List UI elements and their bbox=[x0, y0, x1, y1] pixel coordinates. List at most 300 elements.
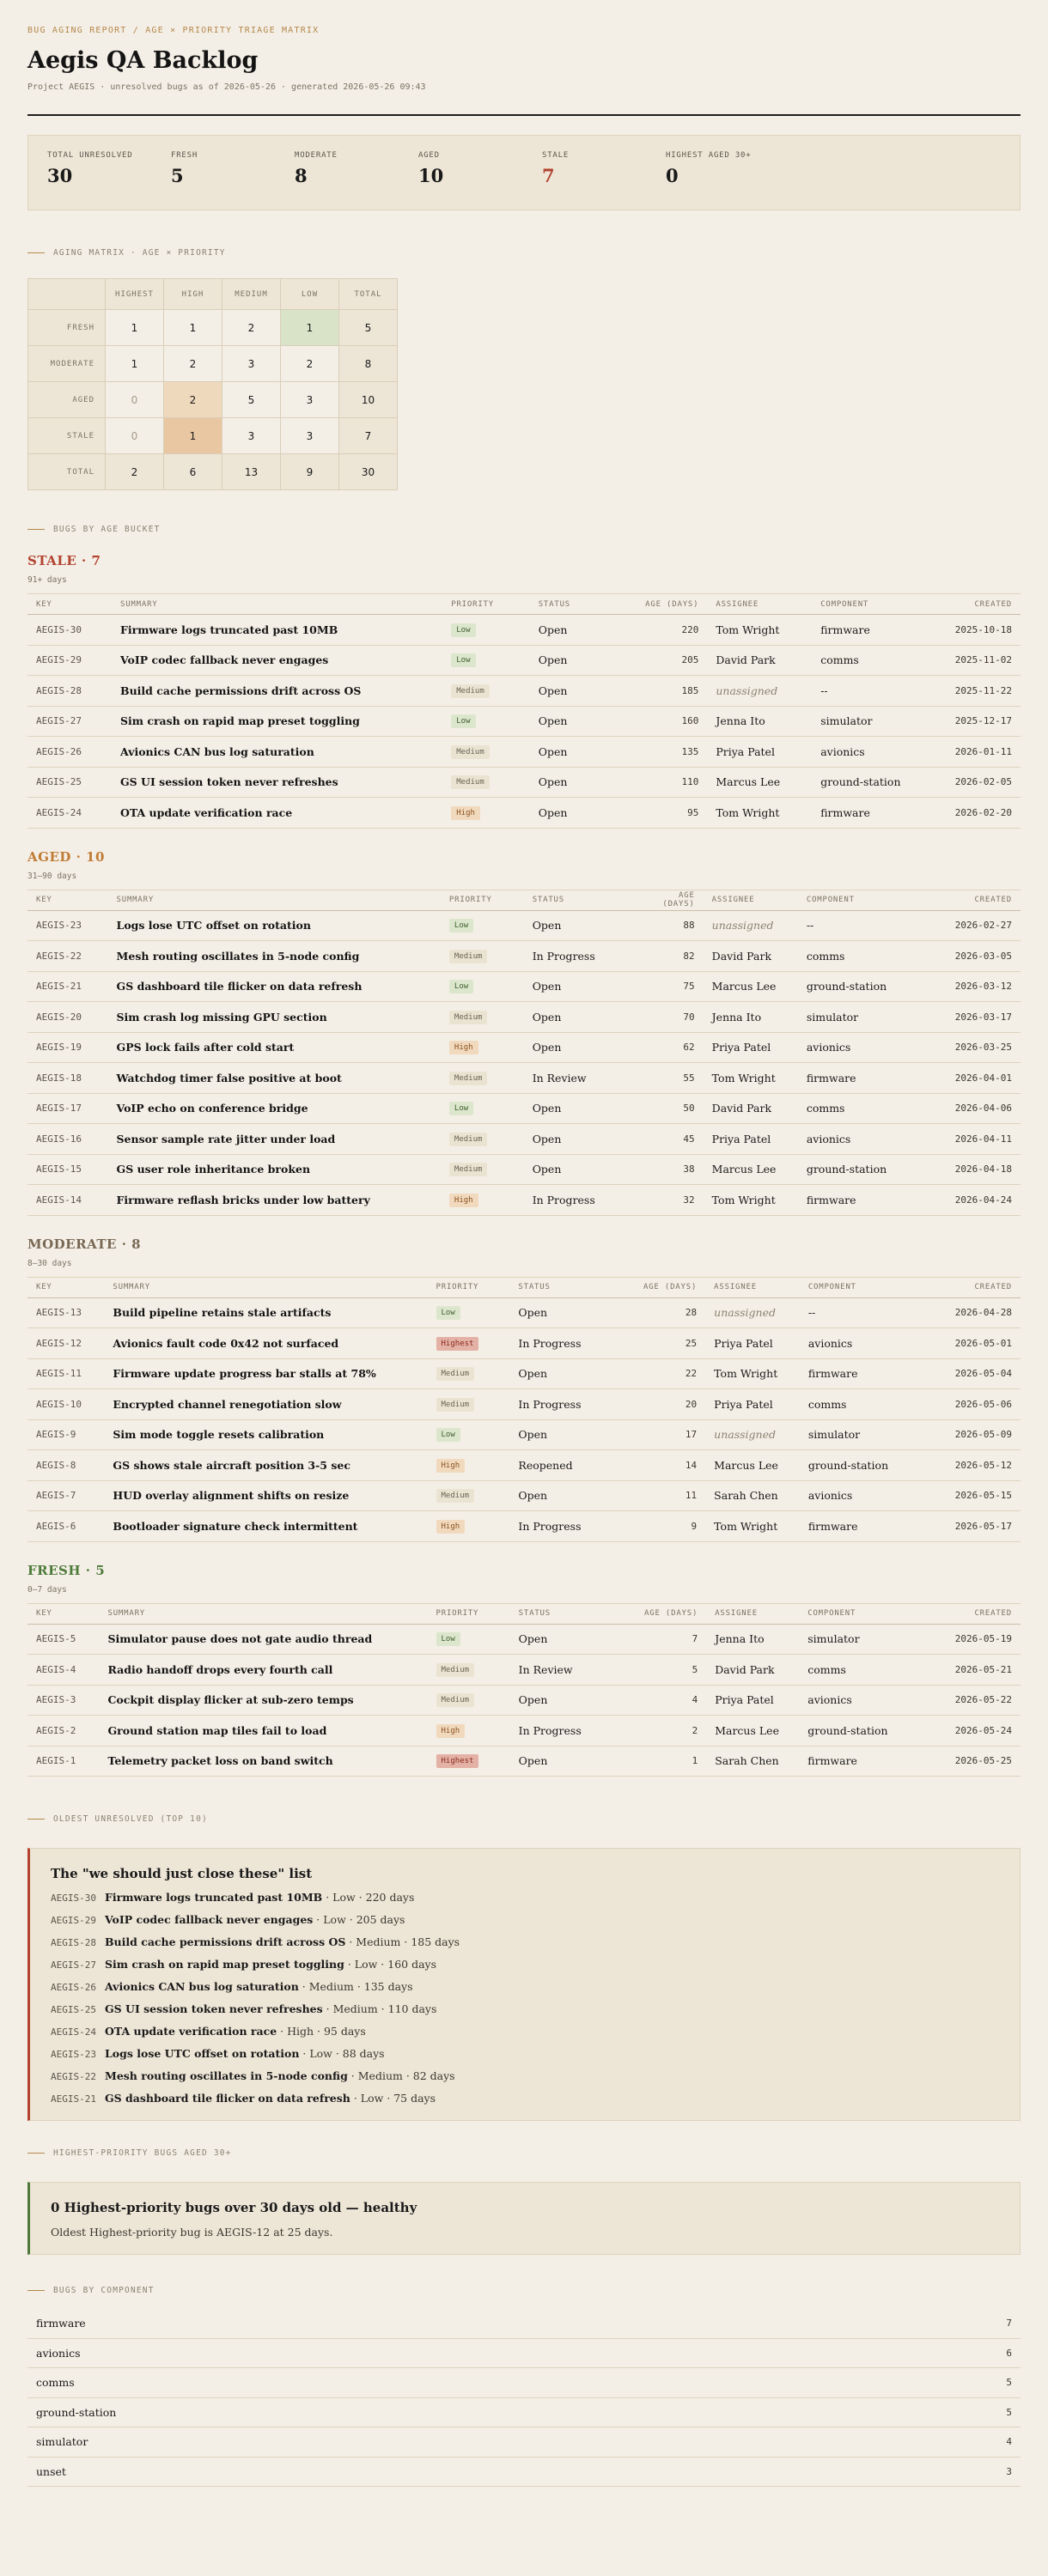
bug-component: -- bbox=[798, 910, 947, 941]
bug-priority bbox=[441, 1124, 524, 1155]
matrix-cell: 1 bbox=[106, 346, 164, 382]
bug-summary[interactable]: Avionics CAN bus log saturation bbox=[112, 737, 442, 768]
priority-badge: Low bbox=[436, 1632, 460, 1646]
oldest-summary: GS dashboard tile flicker on data refresh bbox=[104, 2092, 350, 2105]
bug-key[interactable]: AEGIS-1 bbox=[27, 1746, 99, 1777]
oldest-meta: · Medium · 82 days bbox=[347, 2069, 455, 2082]
matrix-cell: 5 bbox=[222, 382, 281, 418]
bug-component: firmware bbox=[812, 615, 947, 646]
bug-created: 2026-03-12 bbox=[947, 971, 1021, 1002]
table-row[interactable] bbox=[27, 941, 1021, 972]
table-row[interactable] bbox=[27, 798, 1021, 829]
bucket-section bbox=[27, 1563, 1021, 1777]
column-header: AGE (DAYS) bbox=[616, 1277, 706, 1297]
bug-age: 88 bbox=[640, 910, 704, 941]
table-row[interactable] bbox=[27, 1185, 1021, 1216]
bug-component: avionics bbox=[798, 1124, 947, 1155]
bug-assignee: unassigned bbox=[704, 910, 798, 941]
component-count: 6 bbox=[1006, 2347, 1012, 2359]
component-section-head bbox=[27, 2286, 1021, 2295]
bug-summary[interactable]: Radio handoff drops every fourth call bbox=[99, 1655, 427, 1686]
bug-key[interactable]: AEGIS-5 bbox=[27, 1624, 99, 1655]
bug-summary[interactable]: Firmware update progress bar stalls at 78% bbox=[104, 1358, 427, 1389]
bug-created: 2026-05-24 bbox=[947, 1716, 1021, 1747]
bug-summary[interactable]: Simulator pause does not gate audio thread bbox=[99, 1624, 427, 1655]
bug-component: avionics bbox=[799, 1685, 946, 1716]
stat-highest-aged bbox=[666, 151, 789, 194]
list-item bbox=[51, 2002, 999, 2015]
stat-value: 10 bbox=[418, 165, 444, 186]
component-row bbox=[27, 2309, 1021, 2339]
section-label: HIGHEST-PRIORITY BUGS AGED 30+ bbox=[53, 2148, 232, 2158]
bucket-title: FRESH · 5 bbox=[27, 1562, 106, 1578]
bug-key[interactable]: AEGIS-2 bbox=[27, 1716, 99, 1747]
bug-priority bbox=[441, 1093, 524, 1124]
matrix-cell: 5 bbox=[339, 310, 398, 346]
bug-age: 5 bbox=[616, 1655, 706, 1686]
bug-priority bbox=[441, 971, 524, 1002]
bug-assignee: Priya Patel bbox=[704, 1032, 798, 1063]
oldest-summary: GS UI session token never refreshes bbox=[104, 2002, 323, 2015]
stat-label: AGED bbox=[418, 151, 440, 160]
bug-created: 2025-12-17 bbox=[947, 706, 1021, 737]
matrix-col-header: HIGH bbox=[164, 279, 222, 310]
priority-badge: High bbox=[436, 1459, 466, 1473]
bug-priority bbox=[441, 941, 524, 972]
bug-key[interactable]: AEGIS-17 bbox=[27, 1093, 108, 1124]
table-row[interactable] bbox=[27, 1624, 1021, 1655]
bug-assignee: Tom Wright bbox=[707, 798, 812, 829]
bug-summary[interactable]: Sensor sample rate jitter under load bbox=[108, 1124, 441, 1155]
bug-summary[interactable]: Bootloader signature check intermittent bbox=[104, 1511, 427, 1542]
bug-status: Open bbox=[530, 798, 625, 829]
bug-component: comms bbox=[798, 1093, 947, 1124]
bug-age: 4 bbox=[616, 1685, 706, 1716]
bug-summary[interactable]: Sim crash on rapid map preset toggling bbox=[112, 706, 442, 737]
bucket-title: STALE · 7 bbox=[27, 553, 101, 568]
bug-key[interactable]: AEGIS-23 bbox=[27, 910, 108, 941]
matrix-cell: 8 bbox=[339, 346, 398, 382]
page-title: Aegis QA Backlog bbox=[27, 47, 259, 74]
table-row[interactable] bbox=[27, 1002, 1021, 1033]
matrix-row bbox=[28, 346, 398, 382]
bug-priority bbox=[441, 910, 524, 941]
table-row[interactable] bbox=[27, 1450, 1021, 1481]
bug-status: Open bbox=[509, 1358, 615, 1389]
priority-badge: Medium bbox=[449, 1072, 488, 1085]
bug-component: avionics bbox=[800, 1480, 947, 1511]
highest-section-head bbox=[27, 2148, 1021, 2158]
bug-component: ground-station bbox=[800, 1450, 947, 1481]
matrix-cell: 13 bbox=[222, 454, 281, 490]
stat-label: FRESH bbox=[171, 151, 198, 160]
table-row[interactable] bbox=[27, 1328, 1021, 1359]
component-row bbox=[27, 2427, 1021, 2458]
bug-priority bbox=[428, 1746, 510, 1777]
bug-status: Open bbox=[530, 676, 625, 707]
table-row[interactable] bbox=[27, 1511, 1021, 1542]
bug-age: 1 bbox=[616, 1746, 706, 1777]
bug-summary[interactable]: Sim mode toggle resets calibration bbox=[104, 1419, 427, 1450]
bug-created: 2026-03-17 bbox=[947, 1002, 1021, 1033]
stat-value: 5 bbox=[171, 165, 184, 186]
column-header: KEY bbox=[27, 1603, 99, 1624]
bug-status: In Review bbox=[510, 1655, 617, 1686]
table-row[interactable] bbox=[27, 1124, 1021, 1155]
priority-badge: Medium bbox=[436, 1663, 475, 1677]
bug-created: 2026-05-21 bbox=[947, 1655, 1021, 1686]
priority-badge: High bbox=[449, 1194, 478, 1207]
bug-key[interactable]: AEGIS-12 bbox=[27, 1328, 104, 1359]
bug-summary[interactable]: Firmware logs truncated past 10MB bbox=[112, 615, 442, 646]
bug-component: simulator bbox=[800, 1419, 947, 1450]
bug-component: firmware bbox=[800, 1511, 947, 1542]
table-row[interactable] bbox=[27, 1154, 1021, 1185]
priority-badge: Medium bbox=[451, 775, 490, 789]
bug-age: 205 bbox=[625, 645, 708, 676]
bug-component: ground-station bbox=[798, 971, 947, 1002]
bug-table bbox=[27, 1603, 1021, 1777]
bug-priority bbox=[428, 1450, 510, 1481]
matrix-cell: 1 bbox=[164, 418, 222, 454]
bug-summary[interactable]: Telemetry packet loss on band switch bbox=[99, 1746, 427, 1777]
bug-assignee: Priya Patel bbox=[705, 1389, 800, 1420]
component-row bbox=[27, 2398, 1021, 2428]
bug-assignee: Priya Patel bbox=[705, 1328, 800, 1359]
matrix-cell: 1 bbox=[164, 310, 222, 346]
bug-created: 2026-05-12 bbox=[947, 1450, 1021, 1481]
oldest-summary: OTA update verification race bbox=[104, 2025, 277, 2038]
bug-component: firmware bbox=[812, 798, 947, 829]
oldest-key: AEGIS-23 bbox=[51, 2049, 96, 2060]
bug-summary[interactable]: Build cache permissions drift across OS bbox=[112, 676, 442, 707]
bug-key[interactable]: AEGIS-19 bbox=[27, 1032, 108, 1063]
bug-age: 32 bbox=[640, 1185, 704, 1216]
bug-age: 70 bbox=[640, 1002, 704, 1033]
bug-table bbox=[27, 890, 1021, 1216]
bug-component: comms bbox=[798, 941, 947, 972]
stat-value: 8 bbox=[295, 165, 308, 186]
bug-component: avionics bbox=[798, 1032, 947, 1063]
bug-age: 14 bbox=[616, 1450, 706, 1481]
bug-summary[interactable]: OTA update verification race bbox=[112, 798, 442, 829]
matrix-row-label: STALE bbox=[28, 418, 106, 454]
bug-key[interactable]: AEGIS-8 bbox=[27, 1450, 104, 1481]
column-header: SUMMARY bbox=[104, 1277, 427, 1297]
table-row[interactable] bbox=[27, 706, 1021, 737]
bug-assignee: Jenna Ito bbox=[706, 1624, 799, 1655]
priority-badge: Low bbox=[451, 623, 475, 637]
bug-status: Open bbox=[530, 706, 625, 737]
bug-summary[interactable]: Encrypted channel renegotiation slow bbox=[104, 1389, 427, 1420]
bug-summary[interactable]: Firmware reflash bricks under low battery bbox=[108, 1185, 441, 1216]
bucket-section bbox=[27, 1236, 1021, 1542]
header-rule bbox=[27, 114, 1021, 116]
bug-summary[interactable]: GS shows stale aircraft position 3-5 sec bbox=[104, 1450, 427, 1481]
bug-key[interactable]: AEGIS-9 bbox=[27, 1419, 104, 1450]
stat-label: HIGHEST AGED 30+ bbox=[666, 151, 752, 160]
bug-table bbox=[27, 1277, 1021, 1542]
bug-status: Open bbox=[510, 1685, 617, 1716]
bug-priority bbox=[441, 1154, 524, 1185]
bug-status: Open bbox=[524, 1002, 640, 1033]
priority-badge: Medium bbox=[436, 1367, 475, 1381]
matrix-cell: 3 bbox=[281, 382, 339, 418]
bug-status: Open bbox=[524, 1124, 640, 1155]
bug-key[interactable]: AEGIS-25 bbox=[27, 767, 112, 798]
bucket-list bbox=[27, 553, 1021, 1777]
table-row[interactable] bbox=[27, 1093, 1021, 1124]
component-count: 7 bbox=[1006, 2318, 1012, 2330]
component-count: 5 bbox=[1006, 2406, 1012, 2418]
bug-assignee: Marcus Lee bbox=[704, 1154, 798, 1185]
bug-component: firmware bbox=[798, 1063, 947, 1094]
bug-key[interactable]: AEGIS-13 bbox=[27, 1297, 104, 1328]
bug-component: firmware bbox=[800, 1358, 947, 1389]
table-row[interactable] bbox=[27, 737, 1021, 768]
section-label: OLDEST UNRESOLVED (TOP 10) bbox=[53, 1814, 208, 1824]
bug-summary[interactable]: Build pipeline retains stale artifacts bbox=[104, 1297, 427, 1328]
oldest-summary: VoIP codec fallback never engages bbox=[104, 1913, 314, 1926]
bug-summary[interactable]: Watchdog timer false positive at boot bbox=[108, 1063, 441, 1094]
matrix-row bbox=[28, 382, 398, 418]
column-header: PRIORITY bbox=[428, 1277, 510, 1297]
priority-badge: High bbox=[436, 1520, 466, 1534]
bug-created: 2026-05-15 bbox=[947, 1480, 1021, 1511]
bug-age: 38 bbox=[640, 1154, 704, 1185]
list-item bbox=[51, 1913, 999, 1926]
bug-priority bbox=[441, 1002, 524, 1033]
matrix-section-head bbox=[27, 248, 1021, 258]
bug-key[interactable]: AEGIS-30 bbox=[27, 615, 112, 646]
table-row[interactable] bbox=[27, 1297, 1021, 1328]
bug-summary[interactable]: VoIP echo on conference bridge bbox=[108, 1093, 441, 1124]
column-header: ASSIGNEE bbox=[705, 1277, 800, 1297]
bug-summary[interactable]: GS user role inheritance broken bbox=[108, 1154, 441, 1185]
bug-key[interactable]: AEGIS-26 bbox=[27, 737, 112, 768]
stat-label: MODERATE bbox=[295, 151, 338, 160]
bug-status: In Progress bbox=[524, 1185, 640, 1216]
column-header: KEY bbox=[27, 1277, 104, 1297]
bug-assignee: Marcus Lee bbox=[705, 1450, 800, 1481]
bug-key[interactable]: AEGIS-7 bbox=[27, 1480, 104, 1511]
column-header: PRIORITY bbox=[428, 1603, 510, 1624]
table-row[interactable] bbox=[27, 1358, 1021, 1389]
bucket-range: 31–90 days bbox=[27, 871, 77, 881]
bug-created: 2025-11-02 bbox=[947, 645, 1021, 676]
priority-badge: Highest bbox=[436, 1337, 479, 1351]
list-item bbox=[51, 1958, 999, 1971]
bug-summary[interactable]: Sim crash log missing GPU section bbox=[108, 1002, 441, 1033]
bug-status: Open bbox=[509, 1297, 615, 1328]
bug-assignee: unassigned bbox=[705, 1297, 800, 1328]
bug-key[interactable]: AEGIS-4 bbox=[27, 1655, 99, 1686]
bug-key[interactable]: AEGIS-18 bbox=[27, 1063, 108, 1094]
bug-component: -- bbox=[812, 676, 947, 707]
table-row[interactable] bbox=[27, 1685, 1021, 1716]
table-row[interactable] bbox=[27, 645, 1021, 676]
bug-status: Open bbox=[510, 1624, 617, 1655]
matrix-header-row bbox=[28, 279, 398, 310]
bug-created: 2026-04-18 bbox=[947, 1154, 1021, 1185]
matrix-col-header: HIGHEST bbox=[106, 279, 164, 310]
oldest-summary: Firmware logs truncated past 10MB bbox=[104, 1891, 323, 1904]
bucket-range: 0–7 days bbox=[27, 1584, 67, 1595]
bug-created: 2026-04-11 bbox=[947, 1124, 1021, 1155]
oldest-summary: Build cache permissions drift across OS bbox=[104, 1935, 346, 1948]
bug-created: 2026-05-09 bbox=[947, 1419, 1021, 1450]
stat-total bbox=[47, 151, 171, 194]
bug-summary[interactable]: Ground station map tiles fail to load bbox=[99, 1716, 427, 1747]
section-label: BUGS BY AGE BUCKET bbox=[53, 525, 161, 534]
bug-key[interactable]: AEGIS-3 bbox=[27, 1685, 99, 1716]
bug-age: 45 bbox=[640, 1124, 704, 1155]
list-item bbox=[51, 2069, 999, 2082]
list-item bbox=[51, 2092, 999, 2105]
bug-created: 2026-02-05 bbox=[947, 767, 1021, 798]
table-row[interactable] bbox=[27, 1063, 1021, 1094]
matrix-col-header: MEDIUM bbox=[222, 279, 281, 310]
priority-badge: Medium bbox=[436, 1489, 475, 1503]
stat-stale bbox=[542, 151, 666, 194]
table-row[interactable] bbox=[27, 1419, 1021, 1450]
component-count: 5 bbox=[1006, 2377, 1012, 2389]
column-header: CREATED bbox=[947, 1603, 1021, 1624]
list-item bbox=[51, 2047, 999, 2060]
list-item bbox=[51, 1980, 999, 1993]
bug-status: Open bbox=[509, 1480, 615, 1511]
bug-summary[interactable]: Avionics fault code 0x42 not surfaced bbox=[104, 1328, 427, 1359]
bug-summary[interactable]: GS UI session token never refreshes bbox=[112, 767, 442, 798]
bug-key[interactable]: AEGIS-10 bbox=[27, 1389, 104, 1420]
bug-assignee: unassigned bbox=[707, 676, 812, 707]
bug-key[interactable]: AEGIS-6 bbox=[27, 1511, 104, 1542]
bug-key[interactable]: AEGIS-20 bbox=[27, 1002, 108, 1033]
bug-summary[interactable]: GS dashboard tile flicker on data refresh bbox=[108, 971, 441, 1002]
oldest-meta: · Low · 160 days bbox=[344, 1958, 437, 1971]
matrix-cell: 10 bbox=[339, 382, 398, 418]
bug-status: In Progress bbox=[509, 1328, 615, 1359]
bug-age: 28 bbox=[616, 1297, 706, 1328]
section-dash bbox=[27, 1819, 45, 1820]
bug-key[interactable]: AEGIS-27 bbox=[27, 706, 112, 737]
matrix-col-header: TOTAL bbox=[339, 279, 398, 310]
bug-key[interactable]: AEGIS-29 bbox=[27, 645, 112, 676]
buckets-section-head bbox=[27, 525, 1021, 534]
column-header: COMPONENT bbox=[812, 594, 947, 615]
bug-component: simulator bbox=[799, 1624, 946, 1655]
bug-priority bbox=[428, 1655, 510, 1686]
bug-summary[interactable]: Logs lose UTC offset on rotation bbox=[108, 910, 441, 941]
bug-priority bbox=[441, 1063, 524, 1094]
bug-created: 2025-10-18 bbox=[947, 615, 1021, 646]
bug-priority bbox=[442, 767, 529, 798]
table-row[interactable] bbox=[27, 676, 1021, 707]
oldest-meta: · Medium · 185 days bbox=[345, 1935, 460, 1948]
stat-value: 7 bbox=[542, 165, 555, 186]
bug-age: 50 bbox=[640, 1093, 704, 1124]
matrix-row-label: MODERATE bbox=[28, 346, 106, 382]
bug-summary[interactable]: GPS lock fails after cold start bbox=[108, 1032, 441, 1063]
stat-value: 0 bbox=[666, 165, 679, 186]
bug-created: 2026-03-25 bbox=[947, 1032, 1021, 1063]
column-header: COMPONENT bbox=[799, 1603, 946, 1624]
table-row[interactable] bbox=[27, 767, 1021, 798]
bug-assignee: David Park bbox=[704, 1093, 798, 1124]
bug-status: Open bbox=[524, 1093, 640, 1124]
bug-component: comms bbox=[800, 1389, 947, 1420]
bug-component: firmware bbox=[798, 1185, 947, 1216]
table-row[interactable] bbox=[27, 1655, 1021, 1686]
table-row[interactable] bbox=[27, 1389, 1021, 1420]
table-row[interactable] bbox=[27, 1480, 1021, 1511]
table-row[interactable] bbox=[27, 910, 1021, 941]
bug-key[interactable]: AEGIS-24 bbox=[27, 798, 112, 829]
oldest-summary: Sim crash on rapid map preset toggling bbox=[104, 1958, 344, 1971]
table-row[interactable] bbox=[27, 1746, 1021, 1777]
priority-badge: High bbox=[449, 1041, 478, 1054]
bug-assignee: Tom Wright bbox=[704, 1185, 798, 1216]
matrix-cell: 2 bbox=[106, 454, 164, 490]
bug-key[interactable]: AEGIS-22 bbox=[27, 941, 108, 972]
bug-key[interactable]: AEGIS-14 bbox=[27, 1185, 108, 1216]
matrix-row-label: TOTAL bbox=[28, 454, 106, 490]
component-name: avionics bbox=[36, 2346, 81, 2360]
bug-assignee: David Park bbox=[707, 645, 812, 676]
bug-key[interactable]: AEGIS-15 bbox=[27, 1154, 108, 1185]
component-list bbox=[27, 2309, 1021, 2487]
bug-summary[interactable]: Cockpit display flicker at sub-zero temps bbox=[99, 1685, 427, 1716]
column-header: KEY bbox=[27, 890, 108, 910]
priority-badge: High bbox=[436, 1724, 466, 1738]
table-row[interactable] bbox=[27, 971, 1021, 1002]
bug-key[interactable]: AEGIS-11 bbox=[27, 1358, 104, 1389]
bug-assignee: Jenna Ito bbox=[704, 1002, 798, 1033]
table-row[interactable] bbox=[27, 1032, 1021, 1063]
table-row[interactable] bbox=[27, 615, 1021, 646]
bug-table-header bbox=[27, 890, 1021, 910]
priority-badge: Medium bbox=[436, 1398, 475, 1412]
oldest-list bbox=[51, 1891, 999, 2105]
bug-age: 7 bbox=[616, 1624, 706, 1655]
section-label: BUGS BY COMPONENT bbox=[53, 2286, 155, 2295]
bucket-section bbox=[27, 849, 1021, 1216]
table-row[interactable] bbox=[27, 1716, 1021, 1747]
oldest-meta: · Low · 88 days bbox=[299, 2047, 385, 2060]
bug-summary[interactable]: HUD overlay alignment shifts on resize bbox=[104, 1480, 427, 1511]
bug-table-header bbox=[27, 1603, 1021, 1624]
bug-key[interactable]: AEGIS-21 bbox=[27, 971, 108, 1002]
column-header: AGE (DAYS) bbox=[625, 594, 708, 615]
matrix-cell: 0 bbox=[106, 418, 164, 454]
bug-key[interactable]: AEGIS-28 bbox=[27, 676, 112, 707]
component-row bbox=[27, 2368, 1021, 2398]
bug-assignee: Tom Wright bbox=[705, 1358, 800, 1389]
bug-status: In Progress bbox=[509, 1511, 615, 1542]
component-count: 4 bbox=[1006, 2436, 1012, 2448]
bug-assignee: David Park bbox=[706, 1655, 799, 1686]
bug-summary[interactable]: VoIP codec fallback never engages bbox=[112, 645, 442, 676]
bug-created: 2026-04-01 bbox=[947, 1063, 1021, 1094]
bug-age: 160 bbox=[625, 706, 708, 737]
bug-summary[interactable]: Mesh routing oscillates in 5-node config bbox=[108, 941, 441, 972]
bug-key[interactable]: AEGIS-16 bbox=[27, 1124, 108, 1155]
column-header: STATUS bbox=[509, 1277, 615, 1297]
oldest-callout bbox=[27, 1848, 1021, 2121]
component-row bbox=[27, 2458, 1021, 2488]
bug-priority bbox=[428, 1716, 510, 1747]
column-header: COMPONENT bbox=[798, 890, 947, 910]
